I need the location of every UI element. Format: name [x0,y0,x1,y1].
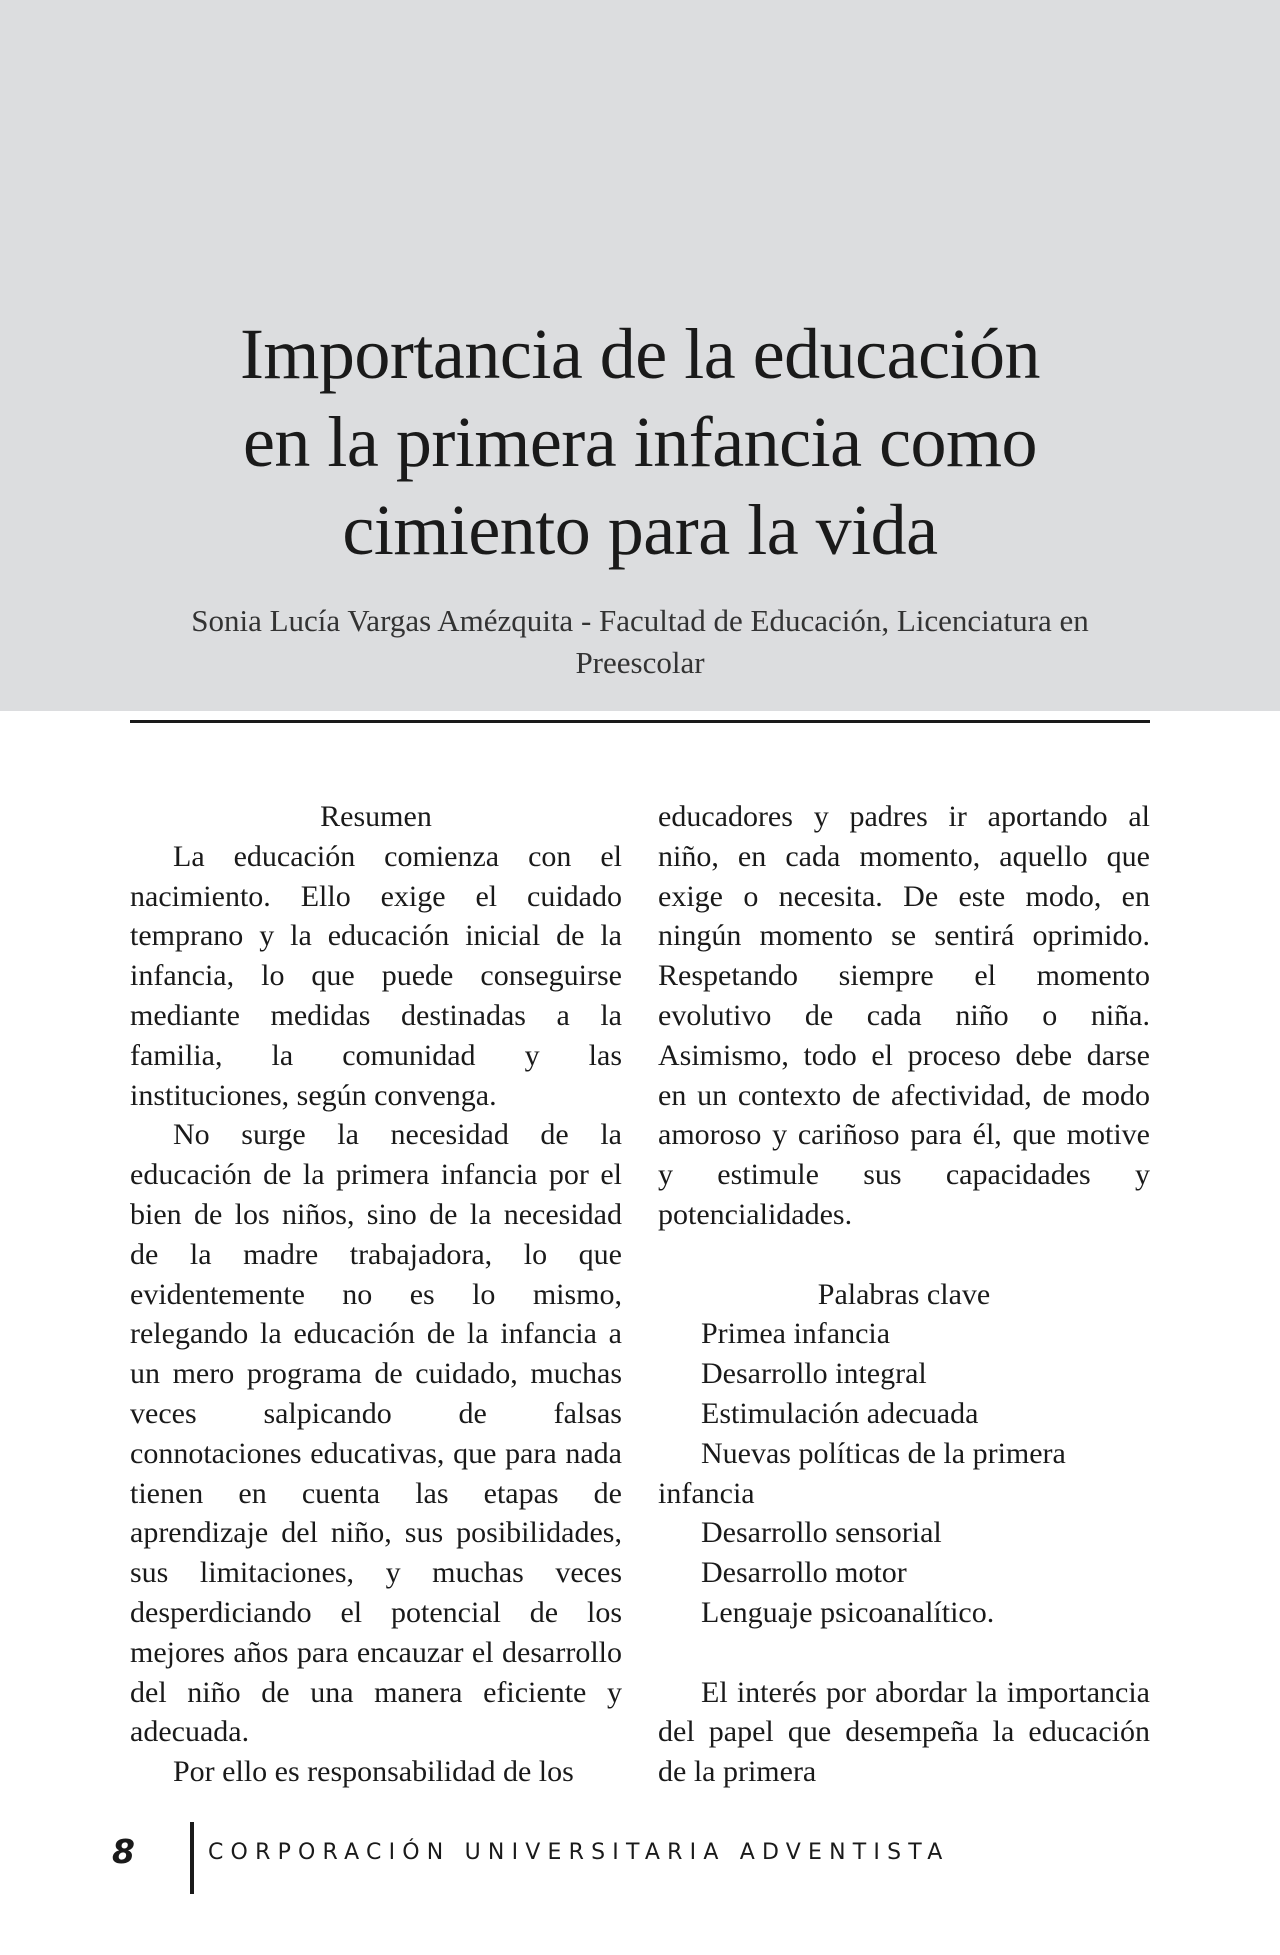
keyword-item: Desarrollo integral [701,1357,927,1391]
abstract-paragraph: No surge la necesidad de la educación de la primera infancia por el bien de los niños, sino de la necesidad de la madre trabajadora, lo que evidentemente no es lo mismo, relegando la educación de la infancia a un mero programa de cuidado, muchas veces salpicando de falsas connotaciones educativas, que para nada tienen en cuenta las etapas de aprendizaje del niño, sus posibilidades, sus limitaciones, y muchas veces desperdiciando el potencial de los mejores años para encauzar el desarrollo del niño de una manera eficiente y adecuada. [130,1118,622,1749]
keyword-item: Nuevas políticas de la primera infancia [658,1436,1066,1510]
left-column [130,797,622,1792]
article-title [100,310,1180,574]
keywords-heading: Palabras clave [817,1277,991,1311]
right-column [658,797,1150,1792]
keyword-item: Desarrollo motor [701,1556,907,1590]
footer-divider [190,1822,194,1894]
author-affiliation: Sonia Lucía Vargas Amézquita - Facultad de Educación, Licenciatura en Preescolar [191,603,1089,680]
keyword-item: Desarrollo sensorial [701,1516,942,1550]
divider-rule [130,720,1150,723]
keyword-item: Lenguaje psicoanalítico. [701,1595,995,1629]
title-line-2: en la primera infancia como [242,402,1038,482]
keyword-item: Estimulación adecuada [701,1396,979,1430]
abstract-paragraph: La educación comienza con el nacimiento. Ello exige el cuidado temprano y la educación inicial de la infancia, lo que puede conseguirse mediante medidas destinadas a la familia, la comunidad y las instituciones, según convenga. [130,839,622,1112]
abstract-paragraph-continued: educadores y padres ir aportando al niño, en cada momento, aquello que exige o necesita. De este modo, en ningún momento se sentirá oprimido. Respetando siempre el momento evolutivo de cada niño o niña. Asimismo, todo el proceso debe darse en un contexto de afectividad, de modo amoroso y cariñoso para él, que motive y estimule sus capacidades y potencialidades. [658,800,1150,1231]
abstract-heading: Resumen [320,800,432,833]
footer-institution: CORPORACIÓN UNIVERSITARIA ADVENTISTA [208,1840,950,1865]
title-line-1: Importancia de la educación [239,314,1041,394]
title-line-3: cimiento para la vida [342,490,938,570]
abstract-paragraph: Por ello es responsabilidad de los [173,1755,574,1789]
keyword-item: Primea infancia [701,1317,891,1351]
intro-paragraph: El interés por abordar la importancia del papel que desempeña la educación de la primera [658,1675,1150,1789]
page-number: 8 [112,1832,135,1871]
